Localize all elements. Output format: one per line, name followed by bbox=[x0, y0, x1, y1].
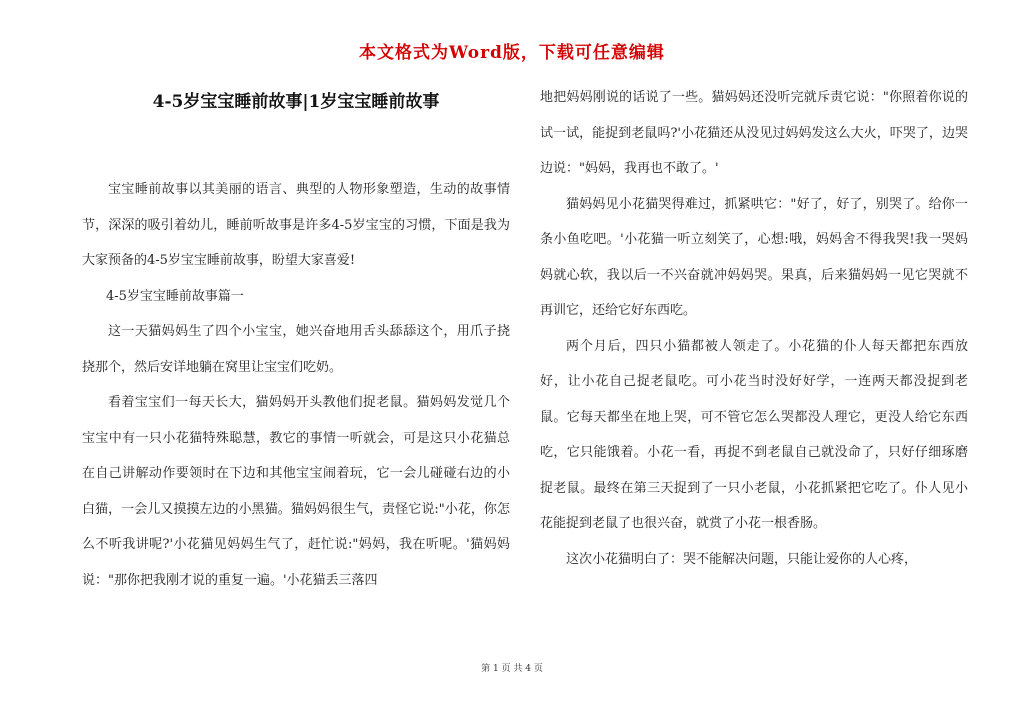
page-number-footer: 第 1 页 共 4 页 bbox=[481, 664, 543, 674]
intro-paragraph: 宝宝睡前故事以其美丽的语言、典型的人物形象塑造，生动的故事情节，深深的吸引着幼儿，睡前听故事是许多4-5岁宝宝的习惯，下面是我为大家预备的4-5岁宝宝睡前故事，盼望大家喜爱! bbox=[82, 182, 510, 268]
right-column bbox=[540, 80, 968, 577]
format-banner: 本文格式为Word版，下载可任意编辑 bbox=[359, 43, 665, 63]
left-column bbox=[82, 80, 510, 598]
story-paragraph-5: 两个月后，四只小猫都被人领走了。小花猫的仆人每天都把东西放好，让小花自己捉老鼠吃。可小花当时没好好学，一连两天都没捉到老鼠。它每天都坐在地上哭，可不管它怎么哭都没人理它，更没人给它东西吃，它只能饿着。小花一看，再捉不到老鼠自己就没命了，只好仔细琢磨捉老鼠。最终在第三天捉到了一只小老鼠，小花抓紧把它吃了。仆人见小花能捉到老鼠了也很兴奋，就赏了小花一根香肠。 bbox=[540, 338, 968, 531]
story-paragraph-4: 猫妈妈见小花猫哭得难过，抓紧哄它："好了，好了，别哭了。给你一条小鱼吃吧。'小花猫一听立刻笑了，心想:哦，妈妈舍不得我哭!我一哭妈妈就心软，我以后一不兴奋就冲妈妈哭。果真，后来猫妈妈一见它哭就不再训它，还给它好东西吃。 bbox=[540, 196, 968, 318]
story-paragraph-6: 这次小花猫明白了：哭不能解决问题，只能让爱你的人心疼， bbox=[566, 551, 918, 567]
section-heading: 4-5岁宝宝睡前故事篇一 bbox=[106, 288, 244, 304]
story-paragraph-1: 这一天猫妈妈生了四个小宝宝，她兴奋地用舌头舔舔这个，用爪子挠挠那个，然后安详地躺在窝里让宝宝们吃奶。 bbox=[82, 324, 510, 375]
story-paragraph-3: 地把妈妈刚说的话说了一些。猫妈妈还没听完就斥责它说："你照着你说的试一试，能捉到老鼠吗?'小花猫还从没见过妈妈发这么大火，吓哭了，边哭边说："妈妈，我再也不敢了。' bbox=[540, 90, 968, 176]
story-paragraph-2: 看着宝宝们一每天长大，猫妈妈开头教他们捉老鼠。猫妈妈发觉几个宝宝中有一只小花猫特殊聪慧，教它的事情一听就会，可是这只小花猫总在自己讲解动作要领时在下边和其他宝宝闹着玩，它一会儿碰碰右边的小白猫，一会儿又摸摸左边的小黑猫。猫妈妈很生气，责怪它说:"小花，你怎么不听我讲呢?'小花猫见妈妈生气了，赶忙说:"妈妈，我在听呢。'猫妈妈说："那你把我刚才说的重复一遍。'小花猫丢三落四 bbox=[82, 395, 510, 588]
document-title: 4-5岁宝宝睡前故事|1岁宝宝睡前故事 bbox=[152, 92, 440, 112]
title-spacer bbox=[82, 124, 510, 172]
